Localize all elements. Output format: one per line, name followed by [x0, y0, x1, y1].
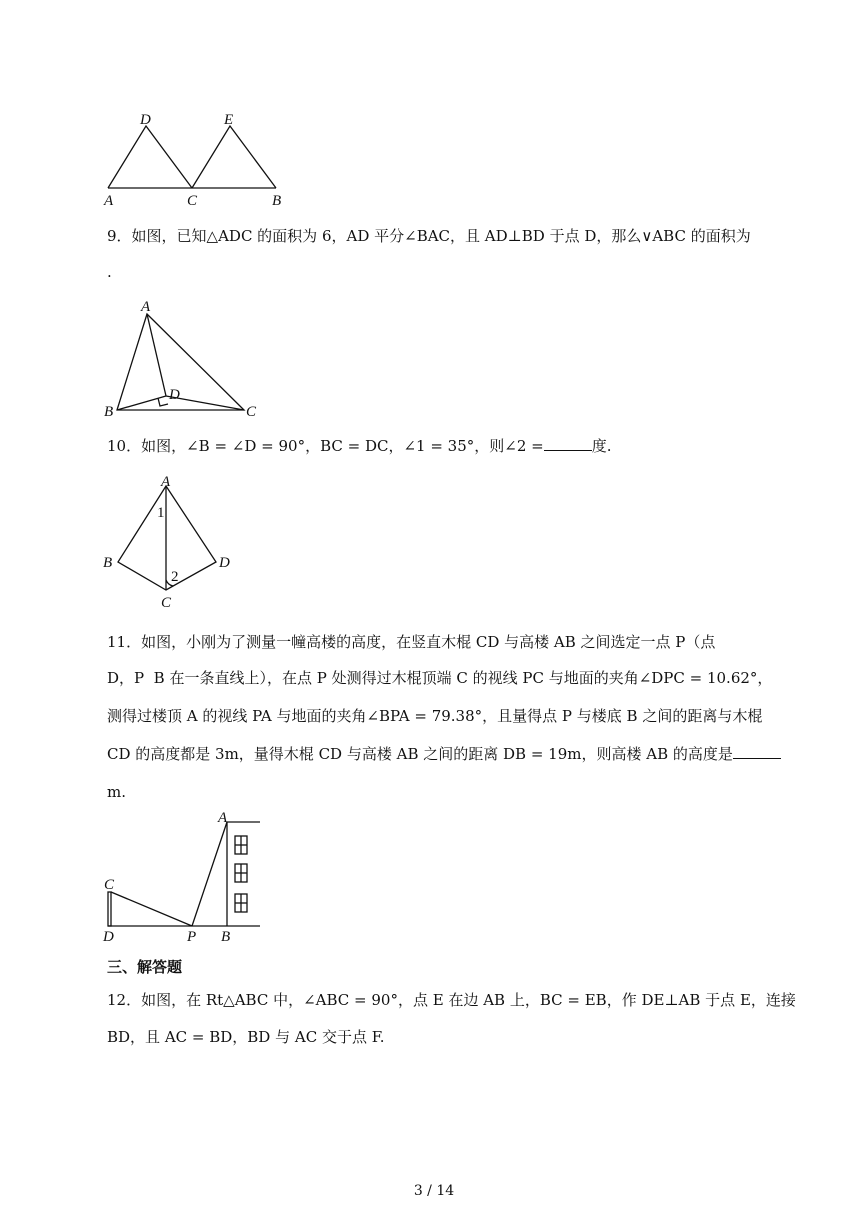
label-angle-2: 2: [171, 569, 179, 585]
label-c: C: [187, 193, 198, 209]
label-c: C: [246, 404, 257, 420]
question-10: 10．如图，∠B = ∠D = 90°，BC = DC，∠1 = 35°，则∠2 = 度.: [107, 437, 612, 455]
label-b: B: [272, 193, 282, 209]
segment-ad: [147, 314, 166, 396]
triangle-adc: [108, 126, 192, 188]
figure-two-triangles: [100, 108, 290, 208]
label-d: D: [140, 112, 151, 128]
label-p: P: [187, 929, 197, 945]
question-11-line-4: CD 的高度都是 3m，量得木棍 CD 与高楼 AB 之间的距离 DB = 19m，则高楼 AB 的高度是: [107, 744, 781, 764]
label-d: D: [103, 929, 114, 945]
label-a: A: [104, 193, 114, 209]
figure-q11: [100, 808, 270, 946]
answer-blank: [733, 744, 781, 759]
question-11-line-2: D，P B 在一条直线上），在点 P 处测得过木棍顶端 C 的视线 PC 与地面的夹角∠DPC = 10.62°，: [107, 669, 773, 687]
triangle-ceb: [192, 126, 276, 188]
question-12-line-1: 12．如图，在 Rt△ABC 中，∠ABC = 90°，点 E 在边 AB 上，BC = EB，作 DE⊥AB 于点 E，连接: [107, 991, 796, 1009]
label-c: C: [161, 595, 172, 611]
question-12-line-2: BD，且 AC = BD，BD 与 AC 交于点 F.: [107, 1028, 385, 1046]
stick-cd: [108, 892, 111, 926]
label-b: B: [104, 404, 114, 420]
label-a: A: [141, 299, 151, 315]
label-b: B: [103, 555, 113, 571]
sight-line-pa: [192, 822, 227, 926]
quadrilateral-abcd: [118, 486, 216, 590]
triangle-abc: [117, 314, 244, 410]
label-d: D: [169, 387, 180, 403]
label-e: E: [224, 112, 234, 128]
label-a: A: [161, 474, 171, 490]
question-11-line-5: m.: [107, 783, 126, 801]
figure-q9: [100, 296, 270, 421]
label-b: B: [221, 929, 231, 945]
right-angle-mark: [158, 398, 168, 406]
sight-line-pc: [111, 892, 192, 926]
label-d: D: [219, 555, 230, 571]
page-number: 3 / 14: [413, 1183, 455, 1199]
section-title: 三、解答题: [107, 958, 183, 976]
question-9-line-1: 9．如图，已知△ADC 的面积为 6，AD 平分∠BAC，且 AD⊥BD 于点 D，那么∨ABC 的面积为: [107, 227, 751, 245]
question-11-line-1: 11．如图，小刚为了测量一幢高楼的高度，在竖直木棍 CD 与高楼 AB 之间选定一点 P（点: [107, 633, 716, 651]
building: [227, 822, 260, 926]
label-c: C: [104, 877, 115, 893]
question-9-line-2: .: [107, 263, 112, 281]
figure-q10: [100, 474, 240, 614]
question-11-line-3: 测得过楼顶 A 的视线 PA 与地面的夹角∠BPA = 79.38°，且量得点 P 与楼底 B 之间的距离与木棍: [107, 707, 763, 725]
answer-blank: [544, 436, 592, 451]
label-a: A: [218, 810, 228, 826]
label-angle-1: 1: [157, 505, 165, 521]
